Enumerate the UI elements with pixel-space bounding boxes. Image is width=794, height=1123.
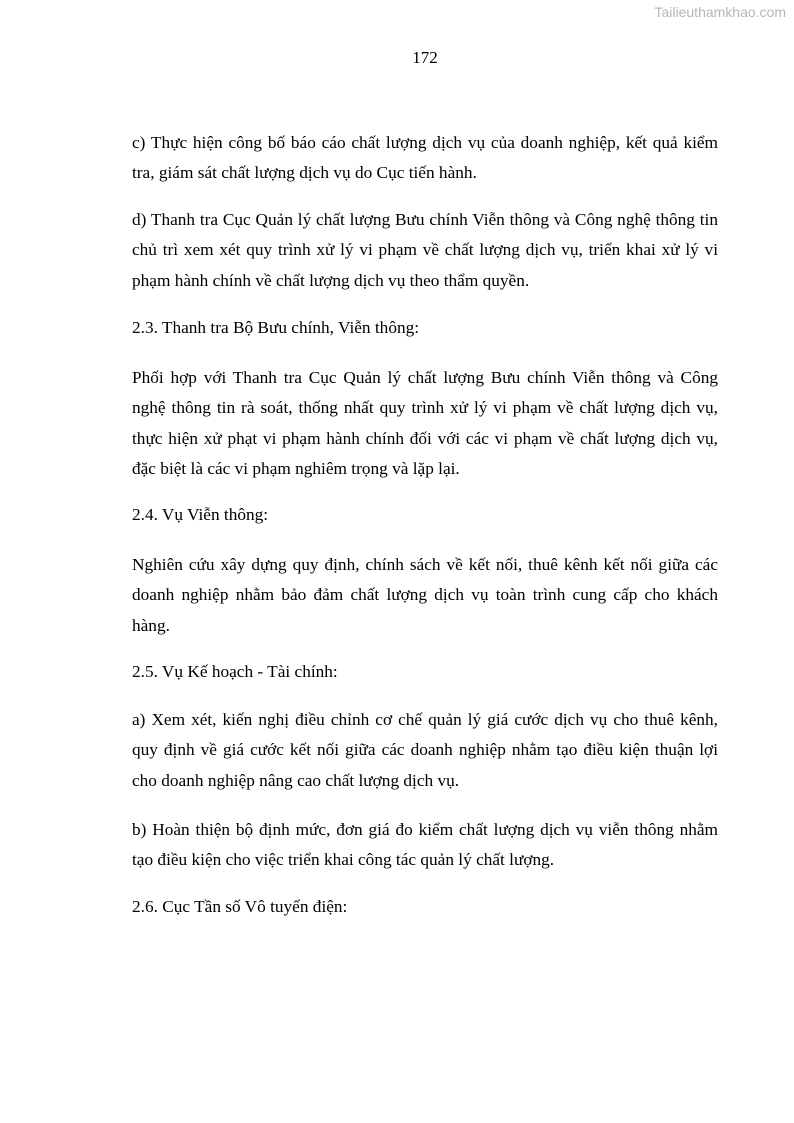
text-line: b) Hoàn thiện bộ định mức, đơn giá đo kiểm chất lượng dịch vụ viễn thông nhằm — [132, 820, 718, 839]
text-line: cho doanh nghiệp nâng cao chất lượng dịch vụ. — [132, 770, 460, 790]
text-line: đặc biệt là các vi phạm nghiêm trọng và lặp lại. — [132, 459, 460, 479]
heading-text: 2.6. Cục Tần số Vô tuyến điện: — [132, 897, 348, 916]
heading-2-5 — [132, 657, 718, 687]
heading-text: 2.3. Thanh tra Bộ Bưu chính, Viễn thông: — [132, 318, 420, 337]
paragraph-2-5-b — [132, 815, 718, 876]
heading-text: 2.5. Vụ Kế hoạch - Tài chính: — [132, 662, 338, 681]
text-line: phạm hành chính về chất lượng dịch vụ theo thẩm quyền. — [132, 270, 530, 290]
text-line: d) Thanh tra Cục Quản lý chất lượng Bưu chính Viễn thông và Công nghệ thông tin — [132, 210, 718, 229]
heading-2-4 — [132, 500, 718, 530]
paragraph-d — [132, 205, 718, 296]
paragraph-2-5-a — [132, 705, 718, 796]
text-line: a) Xem xét, kiến nghị điều chỉnh cơ chế quản lý giá cước dịch vụ cho thuê kênh, — [132, 710, 718, 729]
text-line: tạo điều kiện cho việc triển khai công tác quản lý chất lượng. — [132, 850, 555, 870]
page-number: 172 — [412, 48, 438, 67]
heading-2-3 — [132, 313, 718, 343]
text-line: c) Thực hiện công bố báo cáo chất lượng dịch vụ của doanh nghiệp, kết quả kiểm — [132, 133, 718, 152]
text-line: nghệ thông tin rà soát, thống nhất quy trình xử lý vi phạm về chất lượng dịch vụ, — [132, 398, 718, 418]
text-line: doanh nghiệp nhằm bảo đảm chất lượng dịch vụ toàn trình cung cấp cho khách — [132, 585, 718, 605]
text-line: thực hiện xử phạt vi phạm hành chính đối với các vi phạm về chất lượng dịch vụ, — [132, 428, 718, 448]
text-line: quy định về giá cước kết nối giữa các doanh nghiệp nhằm tạo điều kiện thuận lợi — [132, 740, 718, 760]
paragraph-2-4 — [132, 550, 718, 641]
heading-text: 2.4. Vụ Viễn thông: — [132, 505, 269, 524]
heading-2-6 — [132, 892, 718, 922]
text-line: hàng. — [132, 615, 170, 635]
text-line: chủ trì xem xét quy trình xử lý vi phạm về chất lượng dịch vụ, triển khai xử lý vi — [132, 240, 718, 260]
text-line: tra, giám sát chất lượng dịch vụ do Cục tiến hành. — [132, 163, 477, 183]
watermark: Tailieuthamkhao.com — [654, 4, 786, 20]
text-line: Nghiên cứu xây dựng quy định, chính sách về kết nối, thuê kênh kết nối giữa các — [132, 555, 718, 574]
text-line: Phối hợp với Thanh tra Cục Quản lý chất lượng Bưu chính Viễn thông và Công — [132, 368, 718, 387]
paragraph-c — [132, 128, 718, 189]
paragraph-2-3 — [132, 363, 718, 485]
